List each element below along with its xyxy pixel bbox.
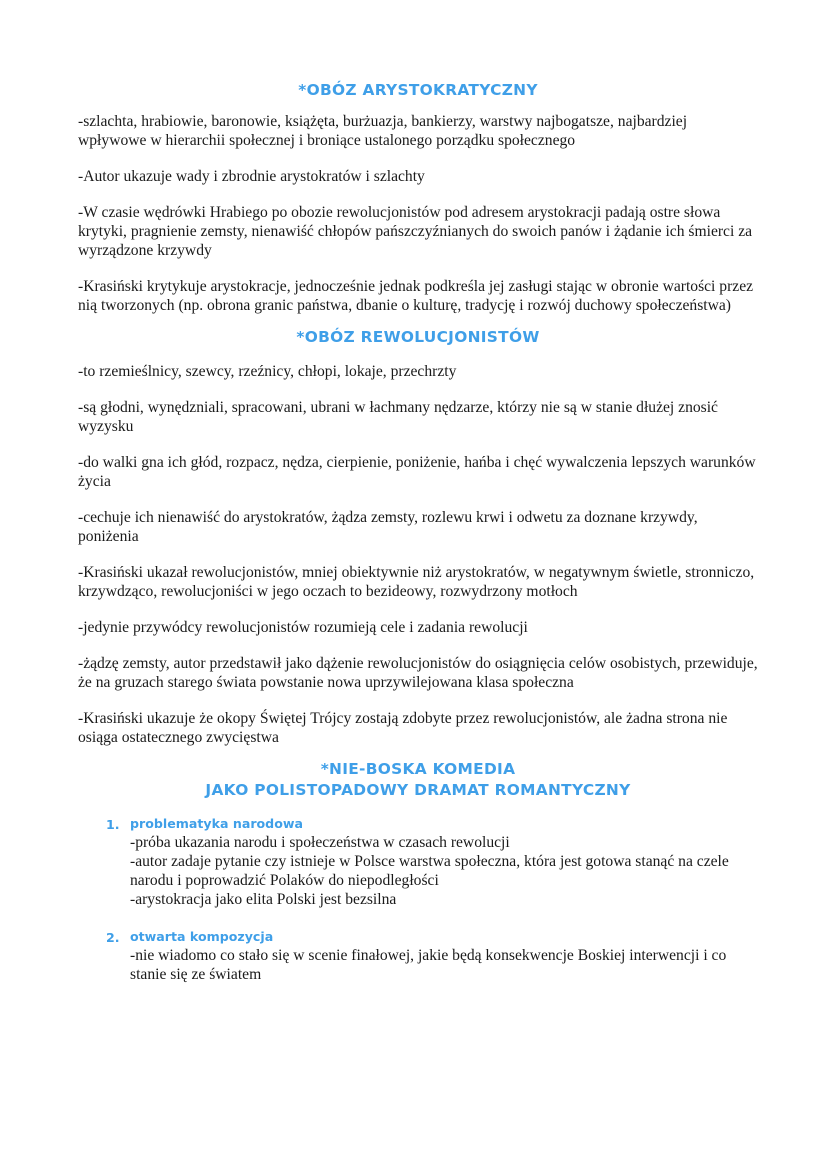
- list-item-line: -autor zadaje pytanie czy istnieje w Polsce warstwa społeczna, która jest gotowa stanąć na czele narodu i poprowadzić Polaków do niepodległości: [130, 853, 729, 889]
- paragraph: -W czasie wędrówki Hrabiego po obozie rewolucjonistów pod adresem arystokracji padają ostre słowa krytyki, pragnienie zemsty, nienawiść chłopów pańszczyźnianych do swoich panów i żądanie ich śmierci za wyrządzone krzywdy: [78, 204, 753, 259]
- section-heading-aristocrats: [78, 80, 758, 101]
- numbered-list: [78, 814, 758, 984]
- paragraph: -jedynie przywódcy rewolucjonistów rozumieją cele i zadania rewolucji: [78, 619, 528, 636]
- heading-text: *OBÓZ ARYSTOKRATYCZNY: [298, 81, 538, 99]
- list-number: 1.: [106, 817, 120, 832]
- paragraph: -cechuje ich nienawiść do arystokratów, żądza zemsty, rozlewu krwi i odwetu za doznane krzywdy, poniżenia: [78, 509, 698, 545]
- heading-text-line-2: JAKO POLISTOPADOWY DRAMAT ROMANTYCZNY: [205, 781, 631, 799]
- list-item-line: -nie wiadomo co stało się w scenie finałowej, jakie będą konsekwencje Boskiej interwencji i co stanie się ze światem: [130, 947, 727, 983]
- list-item-line: -arystokracja jako elita Polski jest bezsilna: [130, 891, 397, 908]
- list-item: [106, 927, 758, 984]
- section-heading-revolutionaries: [78, 327, 758, 348]
- paragraph: -Krasiński ukazuje że okopy Świętej Trójcy zostają zdobyte przez rewolucjonistów, ale żadna strona nie osiąga ostatecznego zwycięstwa: [78, 710, 728, 746]
- heading-text-line-1: *NIE-BOSKA KOMEDIA: [320, 760, 516, 778]
- paragraph: -szlachta, hrabiowie, baronowie, książęta, burżuazja, bankierzy, warstwy najbogatsze, najbardziej wpływowe w hierarchii społecznej i broniące ustalonego porządku społecznego: [78, 113, 688, 149]
- paragraph: -Autor ukazuje wady i zbrodnie arystokratów i szlachty: [78, 168, 425, 185]
- list-number: 2.: [106, 930, 120, 945]
- paragraph: -Krasiński krytykuje arystokracje, jednocześnie jednak podkreśla jej zasługi stając w obronie wartości przez nią tworzonych (np. obrona granic państwa, dbanie o kulturę, tradycję i rozwój duchowy społeczeństwa): [78, 278, 754, 314]
- list-item: [106, 814, 758, 909]
- section-heading-nieboska: [78, 759, 758, 801]
- paragraph: -to rzemieślnicy, szewcy, rzeźnicy, chłopi, lokaje, przechrzty: [78, 363, 457, 380]
- paragraph: -są głodni, wynędzniali, spracowani, ubrani w łachmany nędzarze, którzy nie są w stanie dłużej znosić wyzysku: [78, 399, 718, 435]
- list-item-line: -próba ukazania narodu i społeczeństwa w czasach rewolucji: [130, 834, 510, 851]
- paragraph: -Krasiński ukazał rewolucjonistów, mniej obiektywnie niż arystokratów, w negatywnym świetle, stronniczo, krzywdząco, rewolucjoniści w jego oczach to bezideowy, rozwydrzony motłoch: [78, 564, 755, 600]
- list-item-title: otwarta kompozycja: [130, 929, 274, 944]
- list-item-title: problematyka narodowa: [130, 816, 303, 831]
- paragraph: -do walki gna ich głód, rozpacz, nędza, cierpienie, poniżenie, hańba i chęć wywalczenia lepszych warunków życia: [78, 454, 756, 490]
- heading-text: *OBÓZ REWOLUCJONISTÓW: [296, 328, 540, 346]
- paragraph: -żądzę zemsty, autor przedstawił jako dążenie rewolucjonistów do osiągnięcia celów osobistych, przewiduje, że na gruzach starego świata powstanie nowa uprzywilejowana klasa społeczna: [78, 655, 758, 691]
